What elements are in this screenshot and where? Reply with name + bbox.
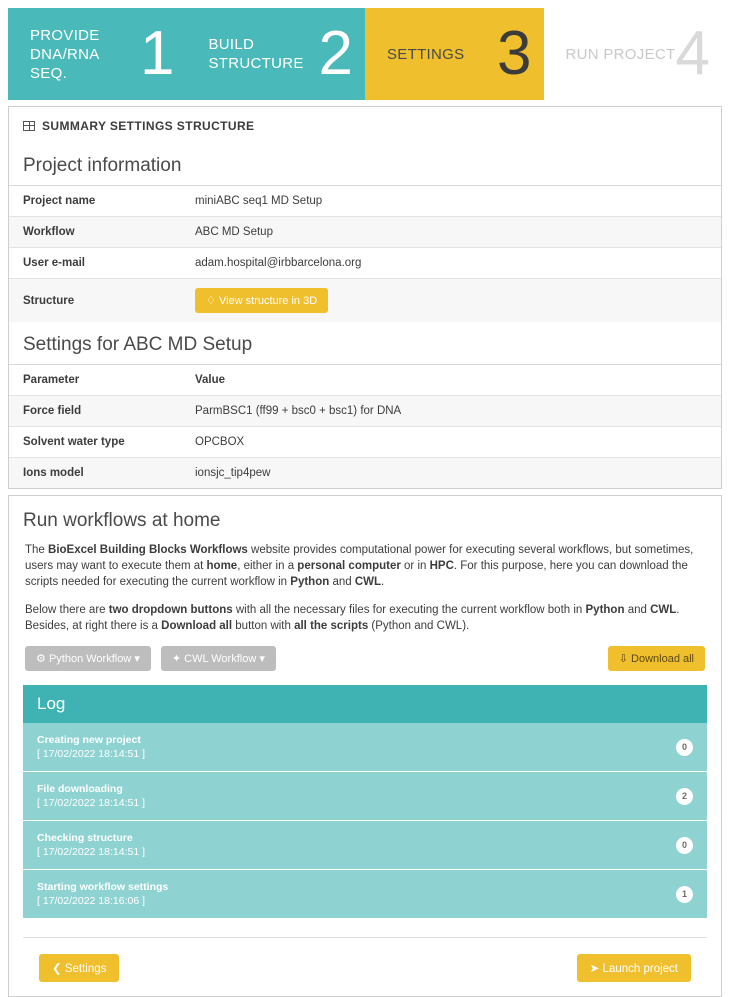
ions-model-key: Ions model — [9, 458, 181, 489]
wizard-step-2-number: 2 — [318, 19, 353, 88]
workflow-value: ABC MD Setup — [181, 217, 721, 248]
run-at-home-paragraph-1 — [9, 542, 721, 590]
p2-i: button with — [232, 620, 295, 632]
settings-table — [9, 364, 721, 488]
summary-panel-title: SUMMARY SETTINGS STRUCTURE — [42, 119, 255, 133]
wizard-step-4[interactable] — [544, 8, 723, 100]
log-entry-time: [ 17/02/2022 18:16:06 ] — [37, 895, 146, 907]
settings-back-label: Settings — [64, 963, 107, 975]
send-icon: ➤ — [589, 963, 600, 975]
log-entry-text — [37, 880, 168, 908]
log-entry-time: [ 17/02/2022 18:14:51 ] — [37, 748, 146, 760]
log-entry-time: [ 17/02/2022 18:14:51 ] — [37, 846, 146, 858]
log-entry-title: Checking structure — [37, 832, 133, 844]
launch-project-button[interactable] — [577, 954, 691, 982]
log-entry-text — [37, 733, 145, 761]
list-item[interactable] — [23, 723, 707, 772]
python-icon: ⚙ — [36, 653, 46, 665]
cwl-workflow-label: CWL Workflow — [184, 653, 257, 665]
table-row — [9, 217, 721, 248]
log-entry-count: 1 — [676, 886, 693, 903]
p2-b: two dropdown buttons — [108, 604, 233, 616]
list-item[interactable] — [23, 772, 707, 821]
project-name-key: Project name — [9, 186, 181, 217]
settings-section-title: Settings for ABC MD Setup — [23, 334, 253, 355]
wizard-step-1-label: PROVIDE DNA/RNA SEQ. — [30, 26, 100, 82]
p1-m: . — [381, 576, 385, 588]
download-all-button[interactable] — [608, 646, 705, 671]
wizard-step-3-number: 3 — [497, 19, 532, 88]
p2-j: all the scripts — [294, 620, 369, 632]
table-header-row — [9, 365, 721, 396]
ions-model-value: ionsjc_tip4pew — [181, 458, 721, 489]
cwl-icon: ✦ — [171, 653, 182, 665]
run-at-home-paragraph-2 — [9, 602, 721, 634]
log-entry-count: 2 — [676, 788, 693, 805]
p2-g: . Besides, at right there is a — [25, 604, 680, 632]
p1-e: , either in a — [237, 560, 298, 572]
user-email-value: adam.hospital@irbbarcelona.org — [181, 248, 721, 279]
p1-h: HPC — [429, 560, 454, 572]
download-buttons-row — [9, 646, 721, 671]
chevron-down-icon: ▾ — [134, 653, 140, 665]
p1-a: The — [25, 544, 49, 556]
force-field-key: Force field — [9, 396, 181, 427]
p2-k: (Python and CWL). — [368, 620, 470, 632]
p2-f: CWL — [650, 604, 677, 616]
summary-panel-header — [9, 107, 721, 143]
download-icon: ⇩ — [618, 653, 628, 665]
p1-j: Python — [290, 576, 330, 588]
p1-i: . For this purpose, here you can download the scripts needed for executing the current workflow in — [25, 560, 688, 588]
table-row — [9, 186, 721, 217]
solvent-water-type-value: OPCBOX — [181, 427, 721, 458]
wizard-step-2[interactable] — [187, 8, 366, 100]
wizard-step-1-number: 1 — [140, 19, 175, 88]
list-item[interactable] — [23, 870, 707, 919]
wizard-step-4-number: 4 — [675, 19, 710, 88]
python-workflow-dropdown[interactable] — [25, 646, 151, 671]
workflow-key: Workflow — [9, 217, 181, 248]
p2-d: Python — [585, 604, 625, 616]
p1-b: BioExcel Building Blocks Workflows — [48, 544, 248, 556]
table-row — [9, 279, 721, 323]
p1-l: CWL — [354, 576, 382, 588]
user-email-key: User e-mail — [9, 248, 181, 279]
wizard-step-3[interactable] — [365, 8, 544, 100]
solvent-water-type-key: Solvent water type — [9, 427, 181, 458]
p2-e: and — [624, 604, 651, 616]
table-icon — [23, 121, 35, 131]
table-row — [9, 427, 721, 458]
project-information-table — [9, 185, 721, 322]
p2-a: Below there are — [25, 604, 109, 616]
force-field-value: ParmBSC1 (ff99 + bsc0 + bsc1) for DNA — [181, 396, 721, 427]
p1-d: home — [206, 560, 238, 572]
cube-icon: ♢ — [206, 295, 216, 307]
log-title: Log — [23, 685, 707, 723]
list-item[interactable] — [23, 821, 707, 870]
settings-header-parameter: Parameter — [9, 365, 181, 396]
wizard-step-4-label: RUN PROJECT — [565, 45, 676, 63]
log-entry-count: 0 — [676, 739, 693, 756]
p1-k: and — [329, 576, 355, 588]
table-row — [9, 396, 721, 427]
log-entry-title: File downloading — [37, 783, 123, 795]
footer-actions — [23, 937, 707, 986]
view-structure-3d-button[interactable] — [195, 288, 328, 313]
app-page — [0, 8, 730, 975]
settings-header-value: Value — [181, 365, 721, 396]
wizard-step-1[interactable] — [8, 8, 187, 100]
p2-h: Download all — [161, 620, 233, 632]
wizard-steps — [8, 8, 722, 100]
project-name-value: miniABC seq1 MD Setup — [181, 186, 721, 217]
log-entry-count: 0 — [676, 837, 693, 854]
p1-c: website provides computational power for executing several workflows, but sometimes, users may want to execute them at — [25, 544, 694, 572]
run-at-home-panel — [8, 495, 722, 997]
log-entry-title: Creating new project — [37, 734, 141, 746]
settings-back-button[interactable] — [39, 954, 119, 982]
log-entry-text — [37, 782, 145, 810]
log-entry-title: Starting workflow settings — [37, 881, 169, 893]
table-row — [9, 458, 721, 489]
wizard-step-2-label: BUILD STRUCTURE — [208, 36, 304, 72]
structure-value-cell — [181, 279, 721, 323]
python-workflow-label: Python Workflow — [48, 653, 132, 665]
view-structure-3d-label: View structure in 3D — [218, 295, 318, 307]
chevron-left-icon: ❮ — [52, 963, 62, 975]
log-entry-text — [37, 831, 145, 859]
structure-key: Structure — [9, 279, 181, 323]
p1-g: or in — [400, 560, 430, 572]
summary-panel — [8, 106, 722, 489]
wizard-step-3-label: SETTINGS — [387, 45, 465, 63]
chevron-down-icon: ▾ — [259, 653, 265, 665]
launch-project-label: Launch project — [602, 963, 678, 975]
log-panel — [23, 685, 707, 919]
cwl-workflow-dropdown[interactable] — [161, 646, 276, 671]
download-all-label: Download all — [631, 653, 694, 665]
run-at-home-title: Run workflows at home — [23, 510, 221, 531]
table-row — [9, 248, 721, 279]
project-information-title: Project information — [23, 155, 182, 176]
p2-c: with all the necessary files for executing the current workflow both in — [232, 604, 586, 616]
log-entry-time: [ 17/02/2022 18:14:51 ] — [37, 797, 146, 809]
p1-f: personal computer — [297, 560, 401, 572]
